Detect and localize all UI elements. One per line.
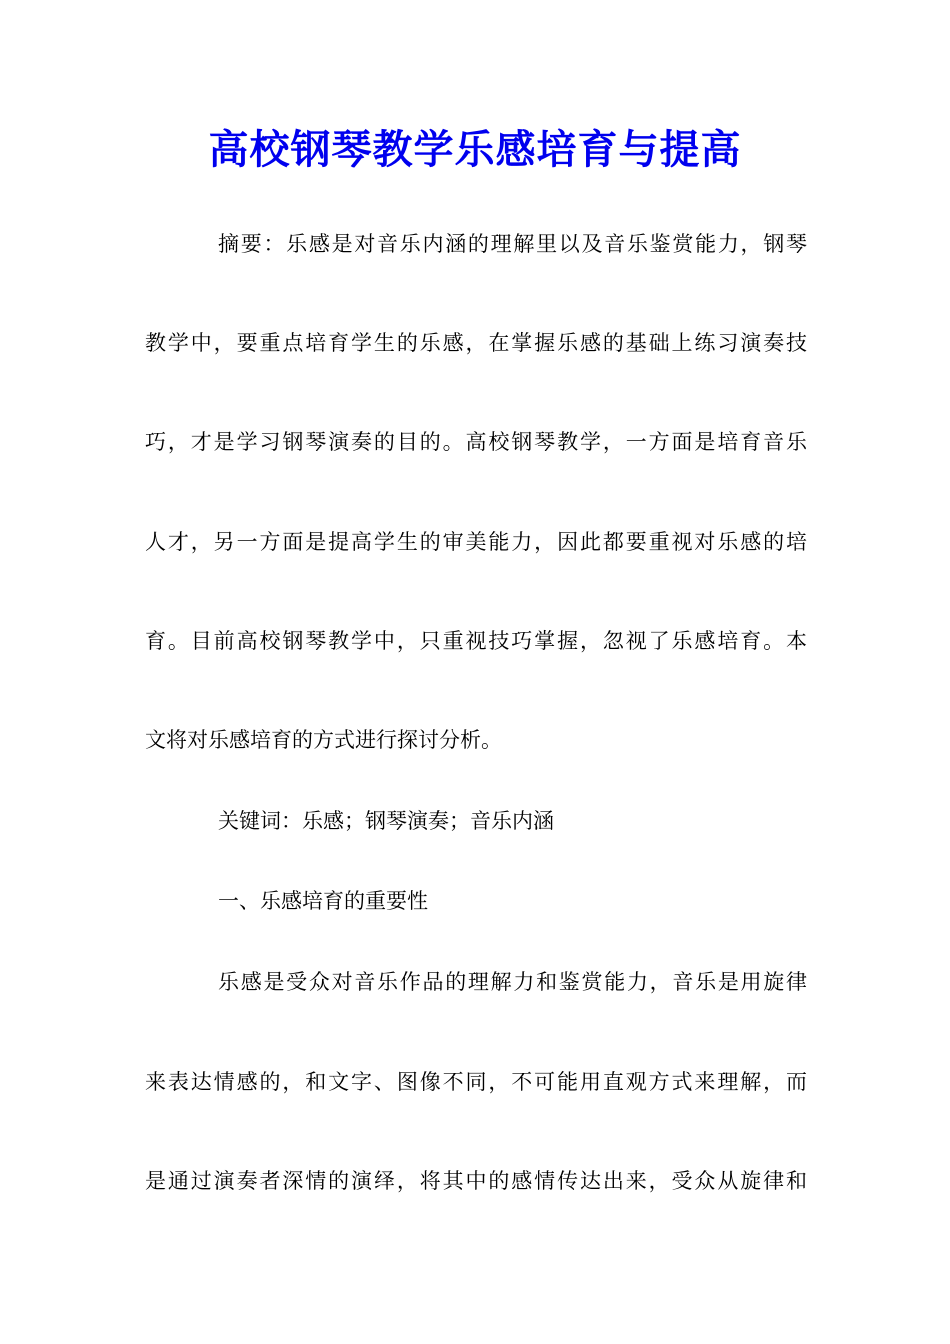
abstract-line-6: 文将对乐感培育的方式进行探讨分析。: [145, 728, 502, 752]
abstract-line-4: 人才，另一方面是提高学生的审美能力，因此都要重视对乐感的培: [145, 530, 807, 554]
section1-line-3: 是通过演奏者深情的演绎，将其中的感情传达出来，受众从旋律和: [145, 1169, 807, 1193]
section1-line-1: 乐感是受众对音乐作品的理解力和鉴赏能力，音乐是用旋律: [218, 970, 807, 994]
abstract-line-3: 巧，才是学习钢琴演奏的目的。高校钢琴教学，一方面是培育音乐: [145, 430, 807, 454]
document-title: 高校钢琴教学乐感培育与提高: [208, 126, 742, 173]
section1-line-2: 来表达情感的，和文字、图像不同，不可能用直观方式来理解，而: [145, 1070, 807, 1094]
abstract-line-2: 教学中，要重点培育学生的乐感，在掌握乐感的基础上练习演奏技: [145, 331, 807, 355]
abstract-line-1: 摘要：乐感是对音乐内涵的理解里以及音乐鉴赏能力，钢琴: [218, 232, 807, 256]
section-heading: 一、乐感培育的重要性: [218, 889, 428, 913]
keywords-line: 关键词：乐感；钢琴演奏；音乐内涵: [218, 809, 554, 833]
abstract-line-5: 育。目前高校钢琴教学中，只重视技巧掌握，忽视了乐感培育。本: [145, 629, 807, 653]
